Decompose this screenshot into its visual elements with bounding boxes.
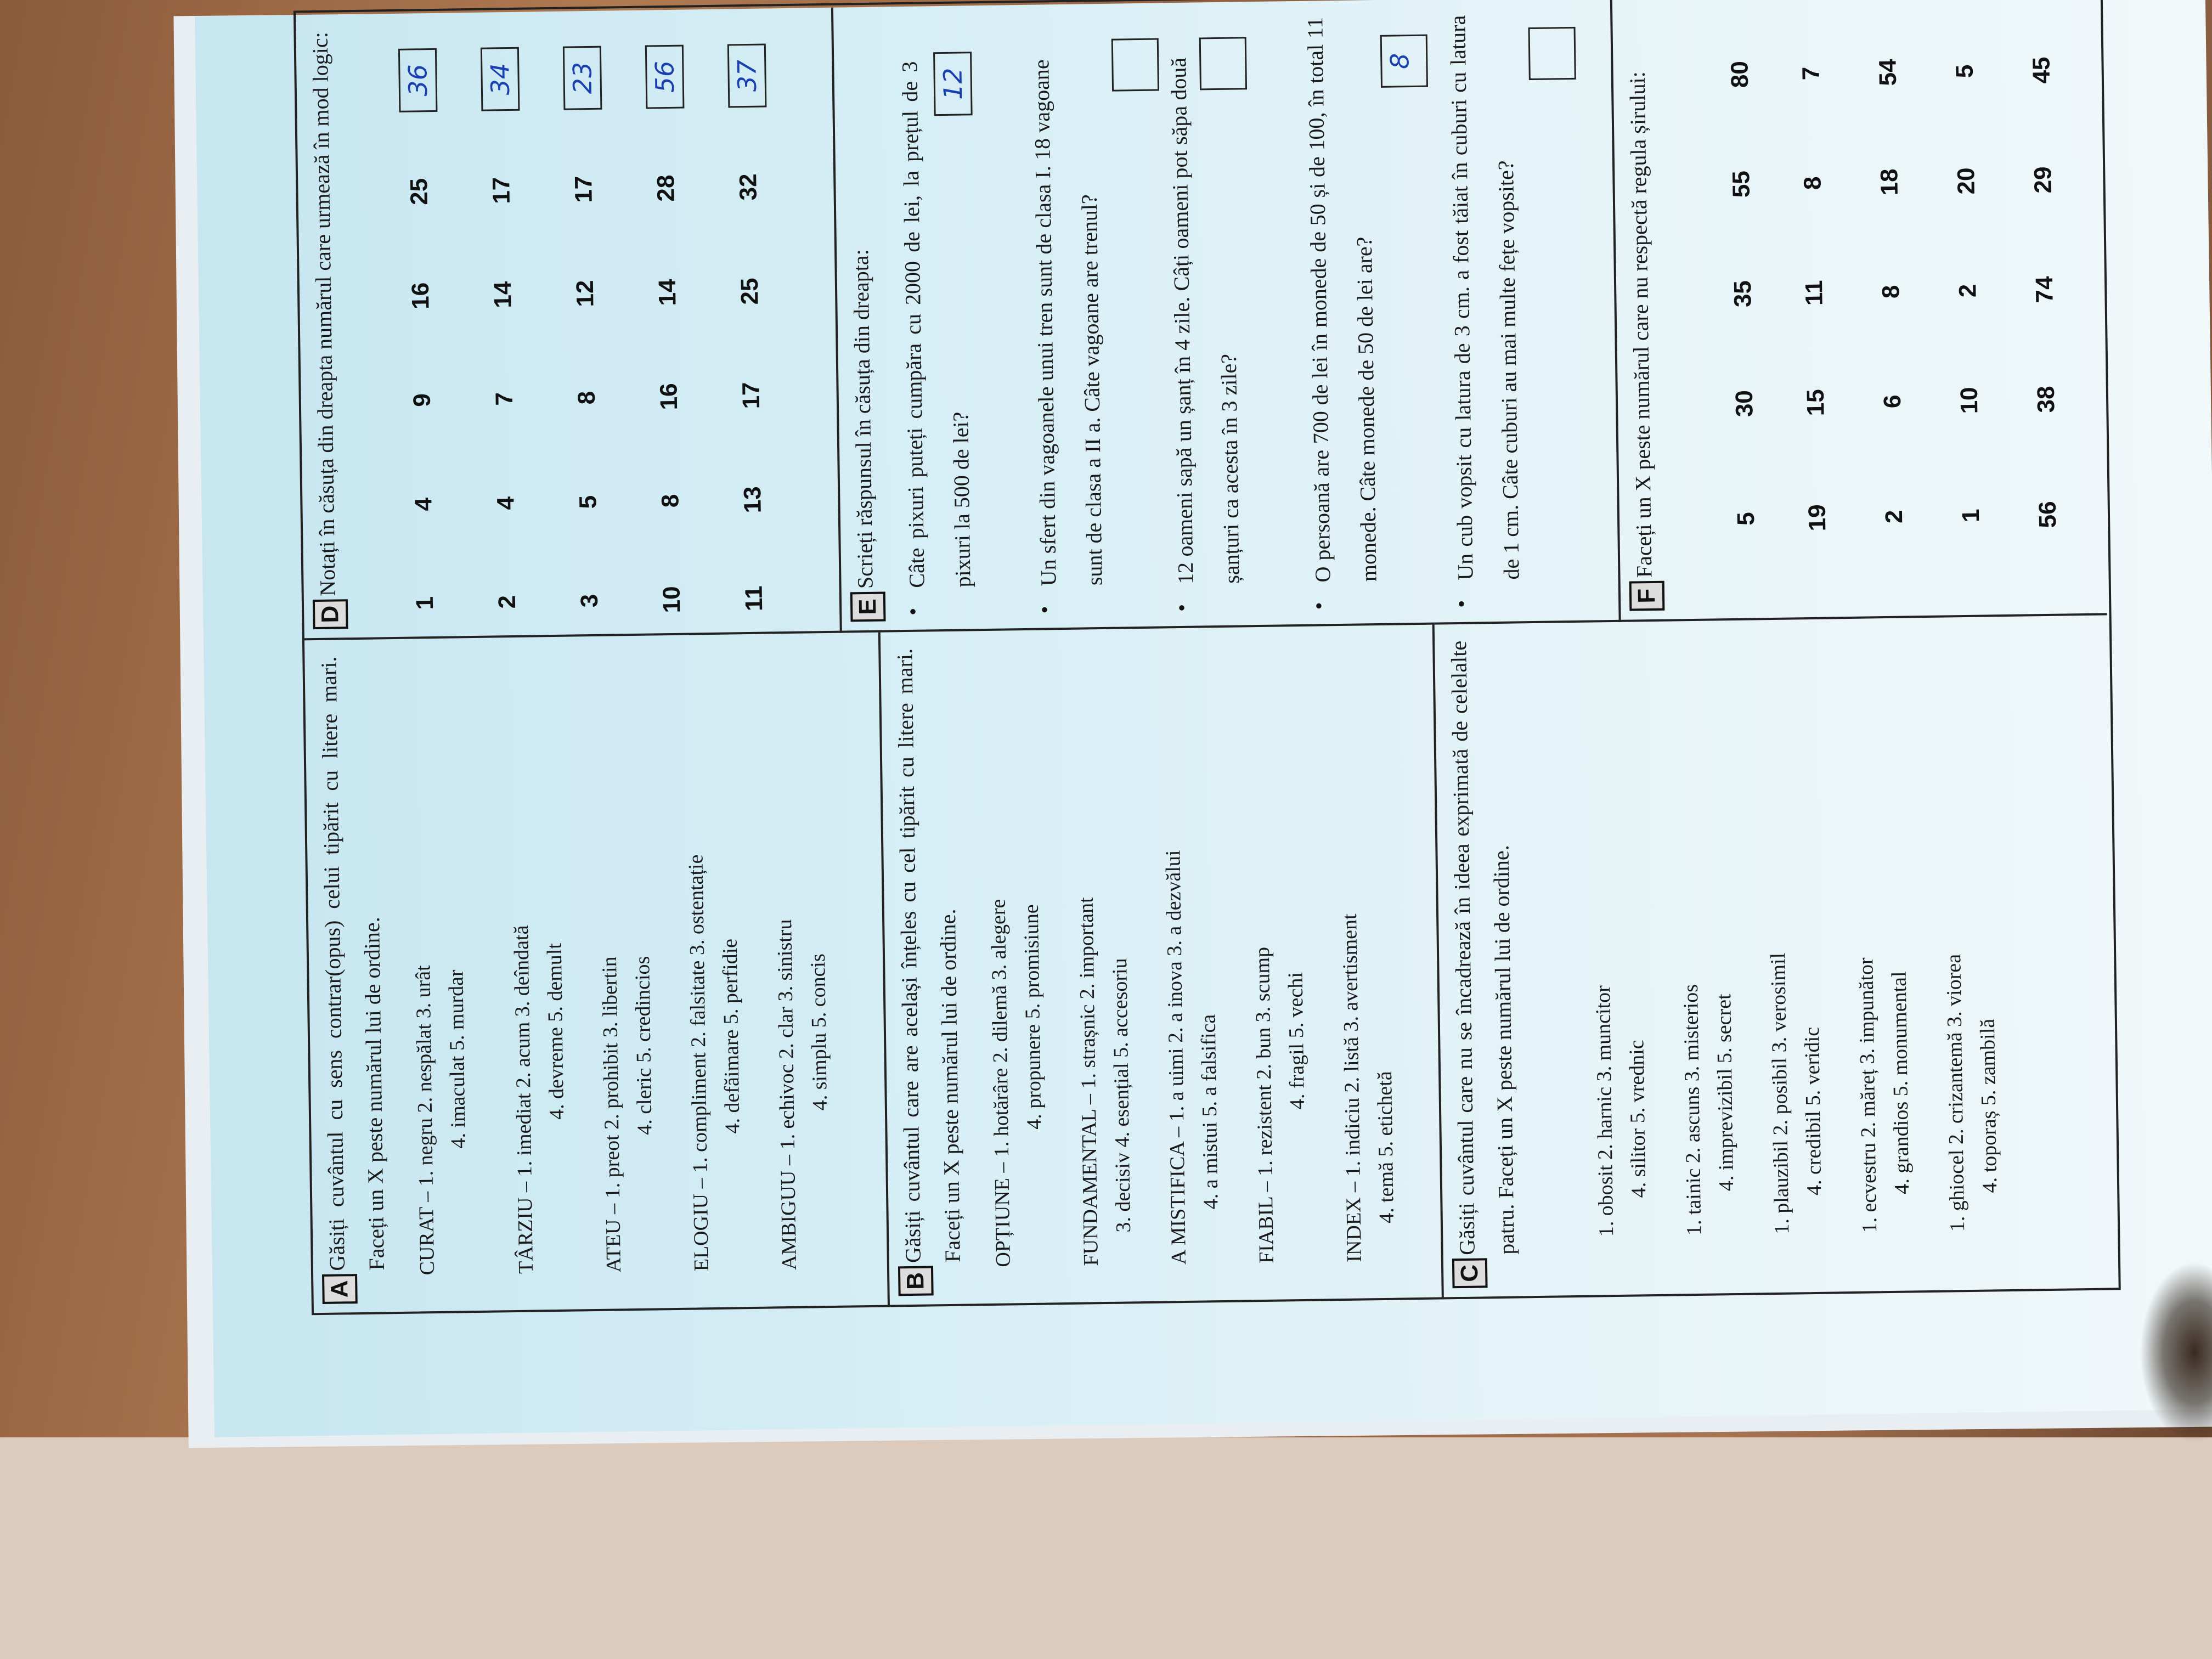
problem-item [1160,12,1311,618]
question-line: AMBIGUU – 1. echivoc 2. clar 3. sinistru [773,919,802,1271]
options-line: 4. credibil 5. veridic [1801,1026,1826,1196]
problem-item [1440,8,1613,613]
section-f [1621,1,2101,611]
answer-box[interactable] [1199,37,1247,90]
question-row [1246,637,1310,1291]
sequence-row [486,22,543,627]
sequence-number: 17 [570,176,597,203]
options-line: 4. cleric 5. credincios [630,956,657,1136]
sequence-row [732,19,790,623]
answer-box[interactable]: 34 [481,47,520,111]
question-row [1674,631,1739,1285]
options-line: 4. imaculat 5. murdar [444,969,470,1149]
sequence-number[interactable]: 54 [1874,59,1902,86]
answer-box[interactable]: 56 [645,45,685,109]
question-row [983,641,1046,1295]
section-instruction: Faceți un X peste numărul care nu respectă regula șirului: [1624,71,1657,578]
sequence-number[interactable]: 35 [1729,280,1757,308]
options-line: 4. temă 5. etichetă [1373,1071,1398,1224]
sequence-number: 17 [488,177,515,205]
sequence-number[interactable]: 74 [2030,276,2058,303]
options-line: 4. defăimare 5. perfidie [718,938,744,1134]
sequence-number: 25 [736,278,764,305]
options-line: 4. devreme 5. demult [543,943,569,1120]
problem-item [1297,10,1448,616]
section-letter: E [850,592,886,622]
sequence-number: 12 [571,280,599,307]
sequence-row [650,20,708,624]
answer-box[interactable]: 12 [933,52,973,116]
sequence-number: 11 [740,585,768,612]
finger-shadow [2140,1262,2212,1443]
sequence-number[interactable]: 38 [2032,386,2060,413]
sequence-number: 2 [493,595,521,609]
question-line: 1. tainic 2. ascuns 3. misterios [1679,984,1706,1236]
sequence-number[interactable]: 18 [1876,168,1903,196]
question-line: A MISTIFICA – 1. a uimi 2. a inova 3. a dezvălui [1161,850,1190,1265]
sequence-row [1725,5,1783,610]
sequence-number[interactable]: 2 [1880,510,1908,524]
sequence-number[interactable]: 2 [1954,284,1982,298]
sequence-number: 4 [492,496,520,510]
sequence-number[interactable]: 55 [1728,170,1755,198]
sequence-number: 8 [573,391,600,405]
section-c [1443,627,2111,1289]
sequence-number: 25 [405,178,433,206]
sequence-number: 7 [490,392,518,406]
question-row [407,650,470,1303]
options-line: 4. propunere 5. promisiune [1019,904,1046,1130]
bullet-icon: • [1032,606,1057,614]
sequence-row [2027,1,2085,605]
question-row [505,648,569,1301]
section-instruction: Scrieți răspunsul în căsuța din dreapta: [848,249,878,589]
answer-box[interactable]: 37 [727,43,767,108]
sequence-row [568,21,625,625]
section-letter: A [322,1274,358,1304]
worksheet-content [283,0,2128,1327]
sequence-number[interactable]: 15 [1802,389,1830,416]
sequence-number: 1 [411,596,439,610]
options-line: 4. toporaș 5. zambilă [1976,1018,2002,1193]
question-line: OPȚIUNE – 1. hotărâre 2. dilemă 3. alegere [986,899,1015,1267]
sequence-number: 4 [410,497,437,511]
section-instruction: Notați în căsuța din dreapta numărul care urmează în mod logic: [307,32,340,597]
question-line: FUNDAMENTAL – 1. strașnic 2. important [1074,897,1103,1266]
sequence-number: 16 [407,282,435,310]
question-line: 1. plauzibil 2. posibil 3. verosimil [1767,952,1794,1235]
question-row [593,647,657,1300]
answer-box[interactable]: 8 [1380,35,1428,88]
question-row [681,646,744,1299]
sequence-number: 16 [655,383,683,410]
sequence-number[interactable]: 8 [1799,176,1826,190]
sequence-number[interactable]: 29 [2029,166,2057,194]
options-line: 3. decisiv 4. esențial 5. accesoriu [1108,958,1136,1233]
options-line: 4. silitor 5. vrednic [1625,1040,1651,1198]
sequence-row [1874,3,1931,607]
bullet-icon: • [900,607,926,616]
question-row [1158,639,1223,1292]
section-e [842,7,1662,622]
options-line: 4. simplu 5. concis [806,953,832,1111]
options-line: 4. a mistui 5. a falsifica [1197,1014,1223,1210]
sequence-number: 28 [652,174,680,202]
answer-box[interactable]: 36 [398,48,438,112]
options-line: 4. fragil 5. vechi [1284,972,1310,1110]
sequence-number[interactable]: 5 [1951,64,1978,78]
sequence-number: 14 [489,281,517,309]
question-row [1849,629,1914,1283]
sequence-number[interactable]: 45 [2028,57,2056,84]
question-row [769,644,832,1297]
section-b [889,635,1480,1296]
question-row [1586,633,1651,1286]
sequence-number: 14 [653,279,681,306]
sequence-number[interactable]: 20 [1953,167,1980,195]
question-line: ATEU – 1. preot 2. prohibit 3. libertin [597,956,626,1273]
question-row [1334,636,1398,1290]
sequence-number: 8 [657,494,684,508]
question-line: 1. ecvestru 2. măreț 3. impunător [1854,957,1882,1233]
bullet-icon: • [1306,602,1331,610]
problem-text: Un cub vopsit cu latura de 3 cm. a fost tăiat în cuburi cu latura de 1 cm. Câte cuburi au mai multe fețe vopsite? [1445,15,1524,581]
sequence-number[interactable]: 19 [1803,504,1831,532]
question-row [1762,630,1826,1284]
section-letter: D [313,599,348,629]
problem-item [1023,14,1174,619]
sequence-number[interactable]: 7 [1797,66,1825,81]
sequence-number[interactable]: 10 [1955,387,1983,414]
section-letter: B [898,1266,934,1296]
sequence-number: 3 [575,594,603,608]
sequence-number: 13 [739,486,766,514]
bullet-icon: • [1449,600,1474,608]
problem-text: 12 oameni sapă un șanț în 4 zile. Câți oameni pot săpa două șanțuri ca acesta în 3 zile? [1166,57,1244,585]
sequence-row [1950,2,2008,606]
sequence-number: 17 [737,382,765,409]
sequence-number: 9 [408,393,436,407]
problem-text: Un sfert din vagoanele unui tren sunt de clasa I. 18 vagoane sunt de clasa a II a. Câte vagoane are trenul? [1029,59,1107,586]
problem-text: O persoană are 700 de lei în monede de 50 și de 100, în total 11 monede. Câte monede de 50 de lei are? [1302,17,1381,583]
sequence-number[interactable]: 8 [1877,285,1905,299]
options-line: 4. grandios 5. monumental [1887,971,1914,1195]
question-line: ELOGIU – 1. compliment 2. falsitate 3. ostentație [684,854,714,1272]
sequence-row [403,24,461,628]
answer-box[interactable] [1111,38,1159,91]
question-line: FIABIL – 1. rezistent 2. bun 3. scump [1250,946,1278,1264]
question-row [1937,628,2002,1282]
problem-text: Câte pixuri puteți cumpăra cu 2000 de lei, la prețul de 3 pixuri la 500 de lei? [897,61,975,589]
section-instruction: Găsiți cuvântul cu sens contrar(opus) celui tipărit cu litere mari. Faceți un X peste numărul lui de ordine. [316,656,389,1271]
answer-box[interactable]: 23 [563,46,602,110]
worksheet-paper [195,0,2212,1437]
sequence-number[interactable]: 5 [1732,512,1760,526]
bullet-icon: • [1169,603,1194,612]
sequence-number[interactable]: 6 [1878,394,1906,409]
question-line: CURAT – 1. negru 2. nespălat 3. urât [411,965,439,1276]
sequence-number[interactable]: 11 [1801,280,1828,306]
sequence-row [1797,4,1854,608]
section-letter: F [1629,581,1665,611]
sequence-number[interactable]: 30 [1730,390,1758,417]
sequence-number[interactable]: 56 [2034,501,2062,528]
section-d [304,18,861,629]
section-a [313,643,921,1304]
question-row [1070,640,1136,1294]
question-line: TÂRZIU – 1. imediat 2. acum 3. deîndată [510,925,538,1274]
sequence-number: 10 [658,586,686,613]
section-instruction: Găsiți cuvântul care nu se încadrează în ideea exprimată de celelalte patru. Faceți un X peste numărul lui de ordine. [1446,640,1519,1256]
question-line: INDEX – 1. indiciu 2. listă 3. avertisment [1338,913,1366,1262]
question-line: 1. ghiocel 2. crizantemă 3. viorea [1942,953,1970,1232]
sequence-number: 32 [735,173,762,201]
sequence-number[interactable]: 80 [1726,60,1754,88]
question-line: 1. obosit 2. harnic 3. muncitor [1591,985,1618,1237]
section-letter: C [1452,1258,1488,1288]
sequence-number: 5 [574,495,602,509]
sequence-number[interactable]: 1 [1957,509,1985,523]
answer-box[interactable] [1528,27,1576,80]
options-line: 4. imprevizibil 5. secret [1712,994,1739,1192]
section-instruction: Găsiți cuvântul care are același înțeles cu cel tipărit cu litere mari. Faceți un X peste numărul lui de ordine. [892,648,965,1263]
